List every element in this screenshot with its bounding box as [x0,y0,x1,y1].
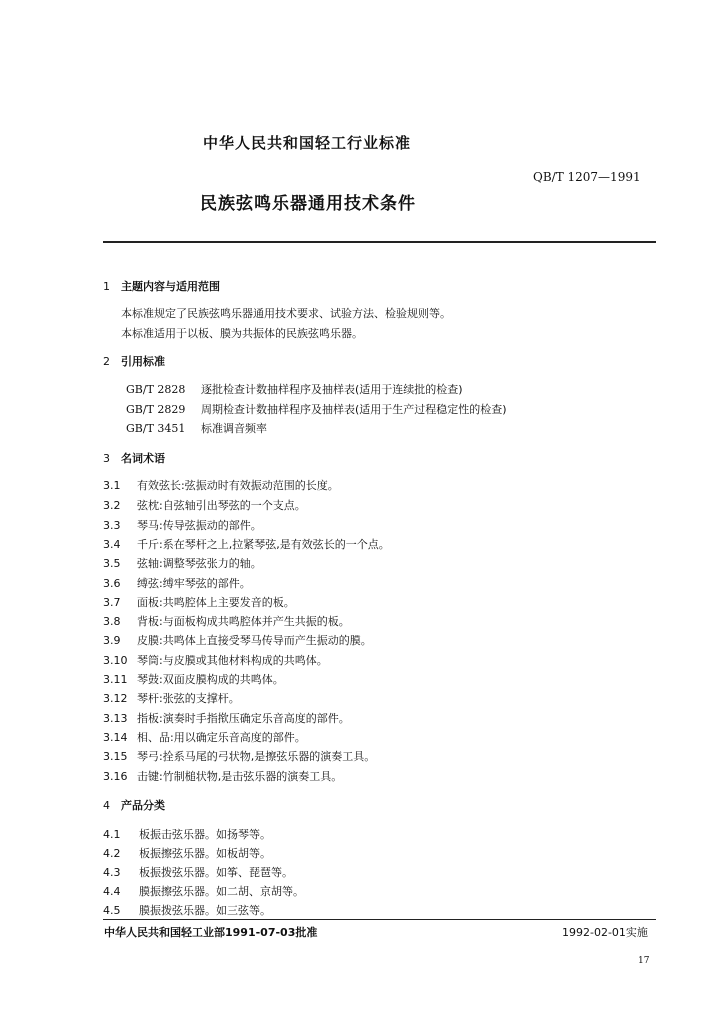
definition-item [103,477,339,493]
document-title: 民族弦鸣乐器通用技术条件 [200,194,416,214]
reference-title: 标准调音频率 [201,422,267,435]
reference-row [126,381,463,397]
item-text: 背板:与面板构成共鸣腔体并产生共振的板。 [137,615,350,628]
item-number: 3.10 [103,654,128,667]
item-number: 3.9 [103,634,121,647]
item-number: 3.8 [103,615,121,628]
item-text: 缚弦:缚牢琴弦的部件。 [137,577,251,590]
definition-item [103,517,262,533]
item-text: 相、品:用以确定乐音高度的部件。 [137,731,306,744]
item-number: 3.7 [103,596,121,609]
item-number: 3.3 [103,519,121,532]
item-number: 3.15 [103,750,128,763]
reference-code: GB/T 2829 [126,403,186,416]
definition-item [103,555,262,571]
reference-code: GB/T 2828 [126,383,186,396]
item-number: 3.6 [103,577,121,590]
definition-item [103,652,328,668]
reference-title: 逐批检查计数抽样程序及抽样表(适用于连续批的检查) [201,383,463,396]
item-text: 面板:共鸣腔体上主要发音的板。 [137,596,295,609]
item-text: 琴鼓:双面皮膜构成的共鸣体。 [137,673,284,686]
section-number: 2 [103,355,110,368]
item-text: 琴弓:拴系马尾的弓状物,是擦弦乐器的演奏工具。 [137,750,376,763]
item-text: 弦枕:自弦轴引出琴弦的一个支点。 [137,499,306,512]
definition-item [103,536,390,552]
item-text: 弦轴:调整琴弦张力的轴。 [137,557,262,570]
issuer-title: 中华人民共和国轻工行业标准 [203,134,412,152]
item-text: 琴马:传导弦振动的部件。 [137,519,262,532]
section-3-heading [103,450,165,466]
item-number: 3.13 [103,712,128,725]
item-number: 3.11 [103,673,128,686]
section-title: 引用标准 [121,355,165,368]
item-text: 击键:竹制槌状物,是击弦乐器的演奏工具。 [137,770,343,783]
item-number: 4.5 [103,904,121,917]
definition-item [103,671,284,687]
section-number: 4 [103,799,110,812]
footer-divider [103,919,656,920]
item-text: 板振擦弦乐器。如板胡等。 [139,847,271,860]
item-number: 3.4 [103,538,121,551]
definition-item [103,710,350,726]
section-1-heading [103,278,220,294]
paragraph: 本标准适用于以板、膜为共振体的民族弦鸣乐器。 [121,327,363,340]
definition-item [103,768,342,784]
item-number: 3.5 [103,557,121,570]
item-text: 琴杆:张弦的支撑杆。 [137,692,240,705]
section-title: 产品分类 [121,799,165,812]
item-text: 皮膜:共鸣体上直接受琴马传导而产生振动的膜。 [137,634,372,647]
item-text: 板振拨弦乐器。如筝、琵琶等。 [139,866,293,879]
section-title: 主题内容与适用范围 [121,280,220,293]
item-number: 3.14 [103,731,128,744]
classification-item [103,902,271,918]
standard-code: QB/T 1207—1991 [533,170,641,184]
item-number: 4.1 [103,828,121,841]
reference-title: 周期检查计数抽样程序及抽样表(适用于生产过程稳定性的检查) [201,403,507,416]
definition-item [103,632,372,648]
header-divider [103,241,656,243]
definition-item [103,748,375,764]
paragraph: 本标准规定了民族弦鸣乐器通用技术要求、试验方法、检验规则等。 [121,307,451,320]
definition-item [103,690,240,706]
approval-line: 中华人民共和国轻工业部1991-07-03批准 [104,926,318,939]
reference-row [126,401,507,417]
section-2-heading [103,353,165,369]
item-text: 有效弦长:弦振动时有效振动范围的长度。 [137,479,339,492]
classification-item [103,826,271,842]
section-number: 3 [103,452,110,465]
item-number: 3.12 [103,692,128,705]
item-number: 3.1 [103,479,121,492]
implementation-date: 1992-02-01实施 [562,926,648,939]
item-text: 膜振擦弦乐器。如二胡、京胡等。 [139,885,304,898]
item-text: 指板:演奏时手指揿压确定乐音高度的部件。 [137,712,350,725]
definition-item [103,497,306,513]
item-text: 膜振拨弦乐器。如三弦等。 [139,904,271,917]
item-number: 3.2 [103,499,121,512]
definition-item [103,613,350,629]
item-number: 4.4 [103,885,121,898]
item-number: 3.16 [103,770,128,783]
classification-item [103,864,293,880]
reference-code: GB/T 3451 [126,422,186,435]
item-text: 琴筒:与皮膜或其他材料构成的共鸣体。 [137,654,328,667]
classification-item [103,883,304,899]
item-text: 千斤:系在琴杆之上,拉紧琴弦,是有效弦长的一个点。 [137,538,390,551]
section-title: 名词术语 [121,452,165,465]
reference-row [126,420,267,436]
section-4-heading [103,797,165,813]
item-number: 4.2 [103,847,121,860]
item-number: 4.3 [103,866,121,879]
definition-item [103,575,251,591]
section-number: 1 [103,280,110,293]
definition-item [103,729,306,745]
page-number: 17 [638,956,650,966]
classification-item [103,845,271,861]
item-text: 板振击弦乐器。如扬琴等。 [139,828,271,841]
definition-item [103,594,295,610]
